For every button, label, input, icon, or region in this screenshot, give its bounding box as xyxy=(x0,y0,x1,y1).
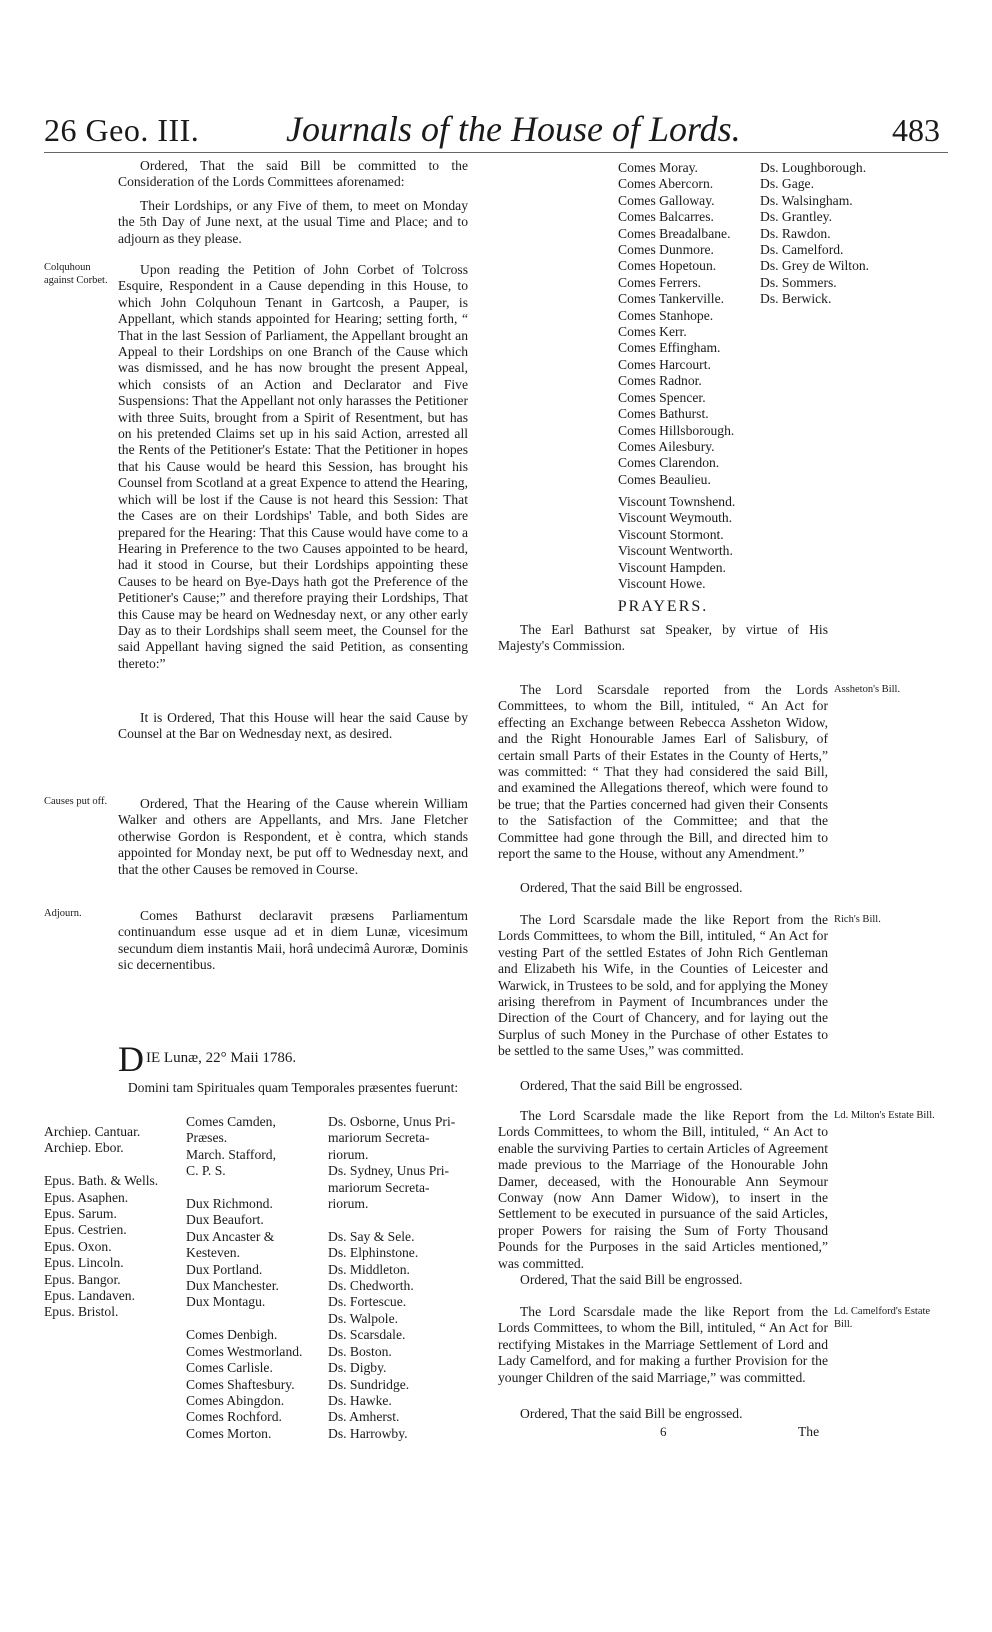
lords-list-spiritual xyxy=(44,1124,184,1321)
list-item: Ds. Camelford. xyxy=(760,242,844,258)
list-item: Ds. Harrowby. xyxy=(328,1425,408,1441)
meeting-paragraph: Their Lordships, or any Five of them, to meet on Monday the 5th Day of June next, at the usual Time and Place; and to adjourn as they please. xyxy=(118,198,468,246)
lords-list-barons xyxy=(328,1114,478,1442)
list-item: Dux Portland. xyxy=(186,1261,263,1277)
list-item: Comes Stanhope. xyxy=(618,307,714,323)
list-item: Comes Morton. xyxy=(186,1425,272,1441)
list-item: Viscount Howe. xyxy=(618,576,706,592)
list-item: Ds. Elphinstone. xyxy=(328,1245,419,1261)
milton-ordered: Ordered, That the said Bill be engrossed. xyxy=(520,1272,743,1287)
list-item: Ds. Walpole. xyxy=(328,1310,399,1326)
list-item: mariorum Secreta- xyxy=(328,1130,430,1146)
list-item: Viscount Weymouth. xyxy=(618,510,733,526)
list-item: Comes Harcourt. xyxy=(618,356,711,372)
list-item: Ds. Middleton. xyxy=(328,1261,410,1277)
margin-note-assheton: Assheton's Bill. xyxy=(834,684,901,695)
list-item: Ds. Sommers. xyxy=(760,274,837,290)
list-item: riorum. xyxy=(328,1146,369,1162)
list-item: Comes Tankerville. xyxy=(618,291,725,307)
rich-ordered: Ordered, That the said Bill be engrossed. xyxy=(520,1078,743,1093)
committed-paragraph: Ordered, That the said Bill be committed to the Consideration of the Lords Committees aforenamed: xyxy=(118,158,468,190)
list-item: Dux Richmond. xyxy=(186,1196,273,1212)
list-item: Epus. Asaphen. xyxy=(44,1189,129,1205)
ordered-hearing-paragraph: It is Ordered, That this House will hear the said Cause by Counsel at the Bar on Wednesday next, as desired. xyxy=(118,710,468,742)
list-item: Archiep. Cantuar. xyxy=(44,1124,141,1139)
list-item: Viscount Townshend. xyxy=(618,494,736,509)
list-item: Comes Spencer. xyxy=(618,389,706,405)
header-rule xyxy=(44,152,948,153)
list-item: Ds. Walsingham. xyxy=(760,192,853,208)
list-item: Ds. Scarsdale. xyxy=(328,1327,406,1343)
margin-note-camelford: Ld. Camelford's Estate Bill. xyxy=(834,1306,931,1330)
list-item: C. P. S. xyxy=(186,1163,226,1179)
list-item: Comes Abercorn. xyxy=(618,176,714,192)
list-item: Comes Breadalbane. xyxy=(618,225,731,241)
list-item: Comes Moray. xyxy=(618,160,698,175)
list-item xyxy=(44,1157,184,1173)
list-item: mariorum Secreta- xyxy=(328,1179,430,1195)
earls-list xyxy=(618,160,758,488)
barons-list xyxy=(760,160,910,308)
list-item: Comes Shaftesbury. xyxy=(186,1376,295,1392)
list-item: Ds. Chedworth. xyxy=(328,1278,414,1294)
list-item: Ds. Sundridge. xyxy=(328,1376,410,1392)
list-item: Comes Hopetoun. xyxy=(618,258,717,274)
camelford-report: The Lord Scarsdale made the like Report from the Lords Committees, to whom the Bill, intituled, “ An Act for rectifying Mistakes in the Marriage Settlement of Lord and Lady Camelford, and for making a further Provision for the younger Children of the said Marriage,” was committed. xyxy=(498,1304,828,1385)
list-item: Comes Balcarres. xyxy=(618,209,714,225)
list-item: Ds. Osborne, Unus Pri- xyxy=(328,1114,456,1129)
viscounts-list xyxy=(618,494,768,592)
list-item: Epus. Lincoln. xyxy=(44,1255,124,1271)
list-item: Epus. Cestrien. xyxy=(44,1222,127,1238)
list-item xyxy=(186,1311,326,1327)
margin-note-rich: Rich's Bill. xyxy=(834,914,881,925)
list-item: Comes Effingham. xyxy=(618,340,721,356)
camelford-ordered: Ordered, That the said Bill be engrossed. xyxy=(520,1406,743,1421)
sitting-date xyxy=(118,1039,468,1079)
causes-put-off-paragraph: Ordered, That the Hearing of the Cause wherein William Walker and others are Appellants, and Mrs. Jane Fletcher otherwise Gordon is Respondent, et è contra, which stands appointed for Monday next, be put off to Wednesday next, and that the other Causes be removed in Course. xyxy=(118,796,468,877)
list-item: Epus. Oxon. xyxy=(44,1238,112,1254)
reign-heading: 26 Geo. III. xyxy=(44,112,200,148)
list-item: Dux Ancaster & xyxy=(186,1228,275,1244)
list-item: Viscount Stormont. xyxy=(618,526,724,542)
list-item: Ds. Loughborough. xyxy=(760,160,867,175)
list-item: Kesteven. xyxy=(186,1245,240,1261)
margin-note-colquhoun: Colquhoun against Corbet. xyxy=(44,262,108,286)
page-number: 483 xyxy=(892,112,940,148)
assheton-report: The Lord Scarsdale reported from the Lords Committees, to whom the Bill, intituled, “ An Act for effecting an Exchange between Rebecca Assheton Widow, and the Right Honourable James Earl of Salisbury, of certain small Parts of their Estates in the County of Herts,” was committed: “ That they had considered the said Bill, and examined the Allegations thereof, which were found to be true; that the Parties concerned had given their Consents to the Satisfaction of the Committee; and that the Committee had gone through the Bill, and directed him to report the same to the House, without any Amendment.” xyxy=(498,682,828,862)
date-text: IE Lunæ, 22° Maii 1786. xyxy=(146,1050,297,1066)
list-item: Comes Ferrers. xyxy=(618,274,702,290)
milton-report: The Lord Scarsdale made the like Report from the Lords Committees, to whom the Bill, intituled, “ An Act to enable the surviving Parties to certain Articles of Agreement made previous to the Marriage of the Honourable John Damer, deceased, with the Honourable Ann Seymour Conway (now Ann Damer Widow), to insert in the Settlement to be executed in pursuance of the said Articles, proper Powers for raising the Sum of Forty Thousand Pounds for the Purposes in the said Articles mentioned,” was committed. xyxy=(498,1108,828,1271)
list-item: Dux Manchester. xyxy=(186,1278,279,1294)
list-item: Ds. Grey de Wilton. xyxy=(760,258,870,274)
list-item: Epus. Sarum. xyxy=(44,1206,117,1222)
list-item: Ds. Digby. xyxy=(328,1360,387,1376)
assheton-ordered: Ordered, That the said Bill be engrossed. xyxy=(520,880,743,895)
list-item: Dux Beaufort. xyxy=(186,1212,264,1228)
list-item: Ds. Grantley. xyxy=(760,209,832,225)
list-item: Comes Carlisle. xyxy=(186,1360,273,1376)
list-item: Præses. xyxy=(186,1130,228,1146)
list-item: Comes Clarendon. xyxy=(618,455,720,471)
list-item: Comes Radnor. xyxy=(618,373,702,389)
list-item: Comes Denbigh. xyxy=(186,1327,278,1343)
list-item: Ds. Sydney, Unus Pri- xyxy=(328,1163,450,1179)
list-item: Epus. Bangor. xyxy=(44,1271,121,1287)
list-item: Dux Montagu. xyxy=(186,1294,266,1310)
present-line: Domini tam Spirituales quam Temporales præsentes fuerunt: xyxy=(127,1080,459,1095)
list-item: Comes Kerr. xyxy=(618,324,687,340)
list-item: Ds. Say & Sele. xyxy=(328,1228,415,1244)
margin-note-causes: Causes put off. xyxy=(44,796,108,807)
margin-note-adjourn: Adjourn. xyxy=(44,908,82,919)
speaker-paragraph: The Earl Bathurst sat Speaker, by virtue of His Majesty's Commission. xyxy=(498,622,828,654)
list-item: Epus. Landaven. xyxy=(44,1288,135,1304)
list-item: Ds. Boston. xyxy=(328,1343,392,1359)
list-item: Viscount Wentworth. xyxy=(618,543,733,559)
journal-title: Journals of the House of Lords. xyxy=(286,109,741,149)
list-item: Ds. Berwick. xyxy=(760,291,832,307)
list-item: Comes Galloway. xyxy=(618,192,715,208)
list-item: Comes Rochford. xyxy=(186,1409,282,1425)
list-item: Comes Dunmore. xyxy=(618,242,714,258)
list-item: Ds. Amherst. xyxy=(328,1409,400,1425)
list-item: Ds. Fortescue. xyxy=(328,1294,407,1310)
list-item xyxy=(186,1180,326,1196)
list-item: Comes Westmorland. xyxy=(186,1343,303,1359)
list-item: riorum. xyxy=(328,1196,369,1212)
margin-note-milton: Ld. Milton's Estate Bill. xyxy=(834,1110,935,1121)
list-item: March. Stafford, xyxy=(186,1146,276,1162)
list-item: Epus. Bath. & Wells. xyxy=(44,1173,159,1189)
list-item: Ds. Hawke. xyxy=(328,1392,392,1408)
prayers-heading: PRAYERS. xyxy=(617,598,709,615)
list-item: Comes Hillsborough. xyxy=(618,422,735,438)
list-item: Comes Abingdon. xyxy=(186,1392,285,1408)
list-item xyxy=(328,1212,478,1228)
date-dropcap: D xyxy=(118,1039,144,1079)
list-item: Comes Beaulieu. xyxy=(618,471,711,487)
signature-mark: 6 xyxy=(660,1424,667,1439)
list-item: Comes Camden, xyxy=(186,1114,276,1129)
rich-report: The Lord Scarsdale made the like Report from the Lords Committees, to whom the Bill, intituled, “ An Act for vesting Part of the settled Estates of John Rich Gentleman and Elizabeth his Wife, in the Counties of Leicester and Warwick, in Trustees to be sold, and for applying the Money arising therefrom in Payment of Incumbrances under the Direction of the Court of Chancery, and for laying out the Surplus of such Money in the Purchase of other Estates to be settled to the same Uses,” was committed. xyxy=(498,912,828,1059)
list-item: Ds. Rawdon. xyxy=(760,225,831,241)
list-item: Viscount Hampden. xyxy=(618,559,726,575)
catchword: The xyxy=(798,1424,820,1439)
list-item: Epus. Bristol. xyxy=(44,1304,119,1320)
list-item: Comes Ailesbury. xyxy=(618,438,715,454)
list-item: Archiep. Ebor. xyxy=(44,1140,124,1156)
list-item: Ds. Gage. xyxy=(760,176,814,192)
lords-list-dukes-earls xyxy=(186,1114,326,1442)
adjournment-paragraph: Comes Bathurst declaravit præsens Parliamentum continuandum esse usque ad et in diem Lunæ, vicesimum secundum diem instantis Maii, horâ undecimâ Auroræ, Dominis sic decernentibus. xyxy=(118,908,468,973)
petition-paragraph: Upon reading the Petition of John Corbet of Tolcross Esquire, Respondent in a Cause depending in this House, to which John Colquhoun Tenant in Gartcosh, a Pauper, is Appellant, which stands appointed for Hearing; setting forth, “ That in the last Session of Parliament, the Appellant brought an Appeal to their Lordships on one Branch of the Cause which was dismissed, and he has now brought the present Appeal, which consists of an Action and Declarator and Five Suspensions: That the Appellant not only harasses the Petitioner with three Suits, brought from a Spirit of Resentment, but has on his pretended Claims set up in his said Action, arrested all the Rents of the Petitioner's Estate: That the Petitioner in hopes that his Cause would be heard this Session, has brought his Counsel from Scotland at a great Expence to attend the Hearing, which will be lost if the Cause is not heard this Session: That the Cases are on their Lordships' Table, and both Sides are prepared for the Hearing: That this Cause would have come to a Hearing in Preference to the two Causes appointed to be heard, had it stood in Course, but their Lordships appointing these Causes to be heard on Bye-Days hath got the Preference of the Petitioner's Cause;” and therefore praying their Lordships, That this Cause may be heard on Wednesday next, or any other early Day as to their Lordships shall seem meet, the Counsel for the said Appellant having signed the said Petition, as consenting thereto:” xyxy=(118,262,468,671)
list-item: Comes Bathurst. xyxy=(618,406,709,422)
